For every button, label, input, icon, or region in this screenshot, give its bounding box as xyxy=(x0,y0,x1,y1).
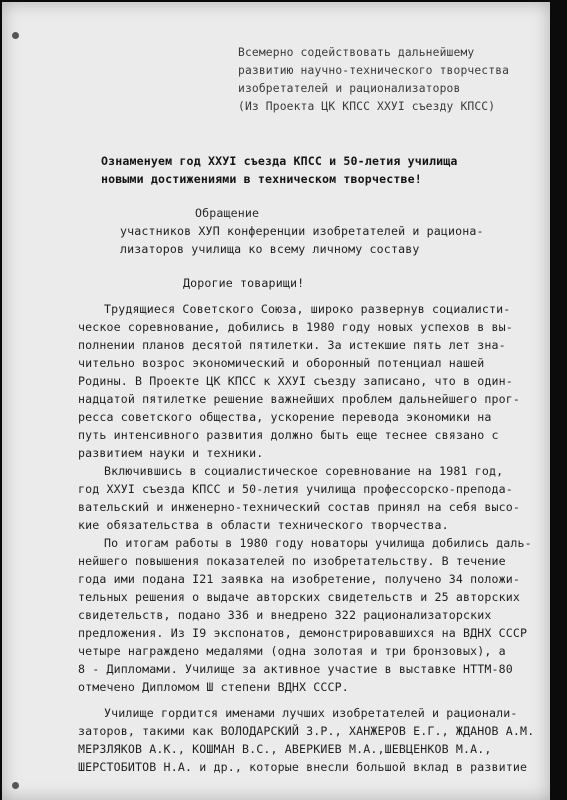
appeal-subtitle-line: участников ХУП конференции изобретателей и рациона- xyxy=(120,224,484,238)
scan-border xyxy=(550,0,567,800)
body-line: ческое соревнование, добились в 1980 году новых успехов в вы- xyxy=(78,320,513,334)
body-line: свидетельств, подано 336 и внедрено 322 рационализаторских xyxy=(78,608,492,622)
body-line: чительно возрос экономический и оборонный потенциал нашей xyxy=(78,356,485,370)
body-line: надцатой пятилетке решение важнейших проблем дальнейшего прог- xyxy=(78,392,521,406)
slogan-line: Ознаменуем год ХХУI съезда КПСС и 50-летия училища xyxy=(101,154,458,168)
body-line: Родины. В Проекте ЦК КПСС к ХХУI съезду записано, что в один- xyxy=(78,374,513,388)
body-line: вательский и инженерно-технический состав принял на себя высо- xyxy=(78,500,521,514)
punch-hole xyxy=(12,32,19,39)
body-line: ШЕРСТОБИТОВ Н.А. и др., которые внесли большой вклад в развитие xyxy=(78,760,528,774)
body-line: МЕРЗЛЯКОВ А.К., КОШМАН В.С., АВЕРКИЕВ М.А.,ШЕВЦЕНКОВ М.А., xyxy=(78,742,492,756)
appeal-title: Обращение xyxy=(195,206,260,220)
appeal-subtitle-line: лизаторов училища ко всему личному составу xyxy=(120,242,420,256)
body-line: По итогам работы в 1980 году новаторы училища добились даль- xyxy=(104,536,532,550)
body-line: предложения. Из I9 экспонатов, демонстрировавшихся на ВДНХ СССР xyxy=(78,626,528,640)
epigraph-line: развитию научно-технического творчества xyxy=(238,64,510,77)
body-line: нейшего повышения показателей по изобретательству. В течение xyxy=(78,554,506,568)
body-line: кие обязательства в области технического творчества. xyxy=(78,518,449,532)
body-line: заторов, такими как ВОЛОДАРСКИЙ З.Р., ХАНЖЕРОВ Е.Г., ЖДАНОВ А.М. xyxy=(78,724,535,738)
epigraph-line: изобретателей и рационализаторов xyxy=(238,82,461,95)
epigraph-source: (Из Проекта ЦК КПСС ХХУI съезду КПСС) xyxy=(238,100,496,113)
body-line: Училище гордится именами лучших изобретателей и рационали- xyxy=(104,706,518,720)
punch-hole xyxy=(12,782,19,789)
body-line: 8 - Дипломами. Училище за активное участие в выставке НТТМ-80 xyxy=(78,662,513,676)
body-line: полнении планов десятой пятилетки. За истекшие пять лет зна- xyxy=(78,338,506,352)
body-line: Включившись в социалистическое соревнование на 1981 год, xyxy=(104,464,504,478)
greeting: Дорогие товарищи! xyxy=(183,276,305,290)
body-line: год ХХУI съезда КПСС и 50-летия училища профессорско-препода- xyxy=(78,482,513,496)
body-line: четыре награждено медалями (одна золотая и три бронзовых), а xyxy=(78,644,506,658)
body-line: развитием науки и техники. xyxy=(78,446,264,460)
body-line: тельных решения о выдаче авторских свидетельств и 25 авторских xyxy=(78,590,521,604)
body-line: путь интенсивного развития должно быть еще теснее связано с xyxy=(78,428,499,442)
body-line: года ими подана I21 заявка на изобретение, получено 34 положи- xyxy=(78,572,521,586)
body-line: Трудящиеся Советского Союза, широко развернув социалисти- xyxy=(104,302,511,316)
body-line: ресса советского общества, ускорение перевода экономики на xyxy=(78,410,492,424)
epigraph-line: Всемерно содействовать дальнейшему xyxy=(238,46,475,59)
slogan-line: новыми достижениями в техническом творчестве! xyxy=(101,172,422,186)
body-line: отмечено Дипломом Ш степени ВДНХ СССР. xyxy=(78,680,349,694)
document-page xyxy=(2,2,550,800)
